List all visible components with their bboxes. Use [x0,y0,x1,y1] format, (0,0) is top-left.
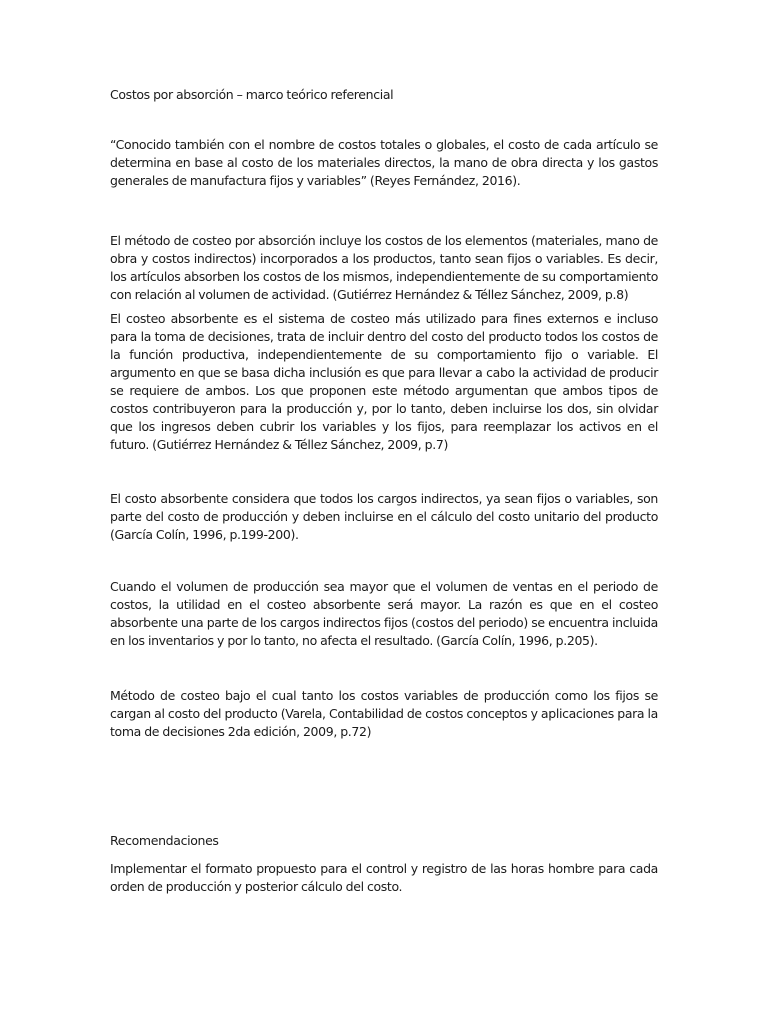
recommendations-text: Implementar el formato propuesto para el control y registro de las horas hombre para cada orden de producción y posterior cálculo del costo. [110,861,658,894]
paragraph-metodo-costeo: El método de costeo por absorción incluye los costos de los elementos (materiales, mano de obra y costos indirectos) incorporados a los productos, tanto sean fijos o variables. Es decir, los artículos absorben los costos de los mismos, independientemente de su comportamiento con relación al volumen de actividad. (Gutiérrez Hernández & Téllez Sánchez, 2009, p.8) [110,233,658,302]
document-title: Costos por absorción – marco teórico referencial [110,87,394,102]
paragraph-metodo-varela: Método de costeo bajo el cual tanto los costos variables de producción como los fijos se cargan al costo del producto (Varela, Contabilidad de costos conceptos y aplicaciones para la toma de decisiones 2da edición, 2009, p.72) [110,688,658,739]
recommendations-heading: Recomendaciones [110,833,219,848]
paragraph-volumen-produccion: Cuando el volumen de producción sea mayor que el volumen de ventas en el periodo de costos, la utilidad en el costeo absorbente será mayor. La razón es que en el costeo absorbente una parte de los cargos indirectos fijos (costos del periodo) se encuentra incluida en los inventarios y por lo tanto, no afecta el resultado. (García Colín, 1996, p.205). [110,579,658,648]
paragraph-cargos-indirectos: El costo absorbente considera que todos los cargos indirectos, ya sean fijos o variables, son parte del costo de producción y deben incluirse en el cálculo del costo unitario del producto (García Colín, 1996, p.199-200). [110,491,658,542]
paragraph-costeo-absorbente: El costeo absorbente es el sistema de costeo más utilizado para fines externos e incluso para la toma de decisiones, trata de incluir dentro del costo del producto todos los costos de la función productiva, independientemente de su comportamiento fijo o variable. El argumento en que se basa dicha inclusión es que para llevar a cabo la actividad de producir se requiere de ambos. Los que proponen este método argumentan que ambos tipos de costos contribuyeron para la producción y, por lo tanto, deben incluirse los dos, sin olvidar que los ingresos deben cubrir los variables y los fijos, para reemplazar los activos en el futuro. (Gutiérrez Hernández & Téllez Sánchez, 2009, p.7) [110,311,658,452]
quote-paragraph: “Conocido también con el nombre de costos totales o globales, el costo de cada artículo se determina en base al costo de los materiales directos, la mano de obra directa y los gastos generales de manufactura fijos y variables” (Reyes Fernández, 2016). [110,137,658,188]
